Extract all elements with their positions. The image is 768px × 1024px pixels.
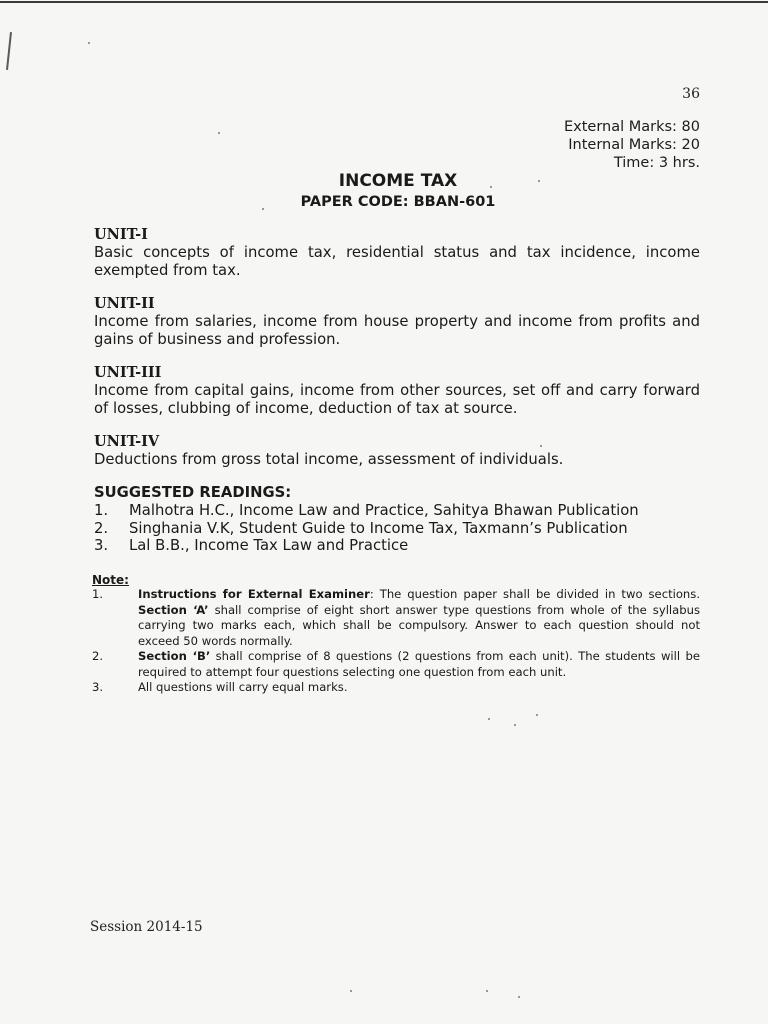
reading-text: Lal B.B., Income Tax Law and Practice [129,537,409,554]
scan-speck [218,132,220,134]
syllabus-content [94,226,700,555]
note-number: 2. [92,649,104,663]
document-title: INCOME TAX [338,171,458,191]
unit-heading: UNIT-II [94,295,155,312]
note-bold-text: Section ‘A’ [138,602,209,617]
scan-speck [490,186,492,188]
internal-marks: Internal Marks: 20 [568,137,700,153]
unit-description: Deductions from gross total income, assessment of individuals. [94,451,564,468]
exam-time: Time: 3 hrs. [613,155,700,171]
scan-speck [262,208,264,210]
reading-item [94,520,700,538]
margin-pen-mark [6,32,12,70]
note-item [92,587,700,649]
note-number: 1. [92,587,104,601]
reading-text: Singhania V.K, Student Guide to Income Tax, Taxmann’s Publication [129,519,628,537]
unit-heading: UNIT-I [94,226,148,243]
unit-heading: UNIT-IV [94,433,160,450]
title-block [0,171,768,211]
note-plain-text: : The question paper shall be divided in two sections. [369,587,701,601]
note-text [138,649,700,680]
note-text [138,587,700,649]
note-number: 3. [92,680,104,694]
scan-speck [514,724,516,726]
reading-number: 2. [94,519,109,537]
reading-item [94,502,700,520]
page-number: 36 [682,86,700,102]
unit-description: Income from capital gains, income from other sources, set off and carry forward of losses, clubbing of income, deduction of tax at source. [94,382,700,417]
suggested-readings-heading: SUGGESTED READINGS: [94,484,292,501]
note-item [92,680,700,696]
top-border-line [0,1,768,3]
scan-speck [350,990,352,992]
marks-block [564,118,700,172]
scan-speck [540,445,542,447]
scan-speck [88,42,90,44]
suggested-readings-list [94,502,700,555]
unit-heading: UNIT-III [94,364,162,381]
reading-text: Malhotra H.C., Income Law and Practice, Sahitya Bhawan Publication [129,502,639,519]
scan-speck [518,996,520,998]
unit-description: Income from salaries, income from house property and income from profits and gains of business and profession. [94,313,700,348]
unit-section [94,226,700,280]
paper-code: PAPER CODE: BBAN-601 [300,194,496,210]
unit-description: Basic concepts of income tax, residential status and tax incidence, income exempted from tax. [94,244,700,279]
note-bold-text: Instructions for External Examiner [138,587,370,601]
note-item [92,649,700,680]
reading-item [94,537,700,555]
note-heading: Note: [92,573,129,587]
note-text: All questions will carry equal marks. [138,680,348,694]
scan-speck [536,714,538,716]
note-plain-text: shall comprise of 8 questions (2 questions from each unit). The students will be required to attempt four questions selecting one question from each unit. [138,649,700,679]
scan-speck [538,180,540,182]
unit-section [94,364,700,418]
unit-section [94,295,700,349]
scan-speck [486,990,488,992]
external-marks: External Marks: 80 [563,119,700,135]
notes-section [92,573,700,696]
session-footer: Session 2014-15 [90,919,203,935]
unit-section [94,433,700,469]
note-bold-text: Section ‘B’ [138,649,211,663]
scan-speck [488,718,490,720]
reading-number: 3. [94,537,109,554]
note-plain-text: shall comprise of eight short answer type questions from whole of the syllabus carrying two marks each, which shall be compulsory. Answer to each question should not exceed 50 words normally. [138,602,700,648]
reading-number: 1. [94,502,109,519]
